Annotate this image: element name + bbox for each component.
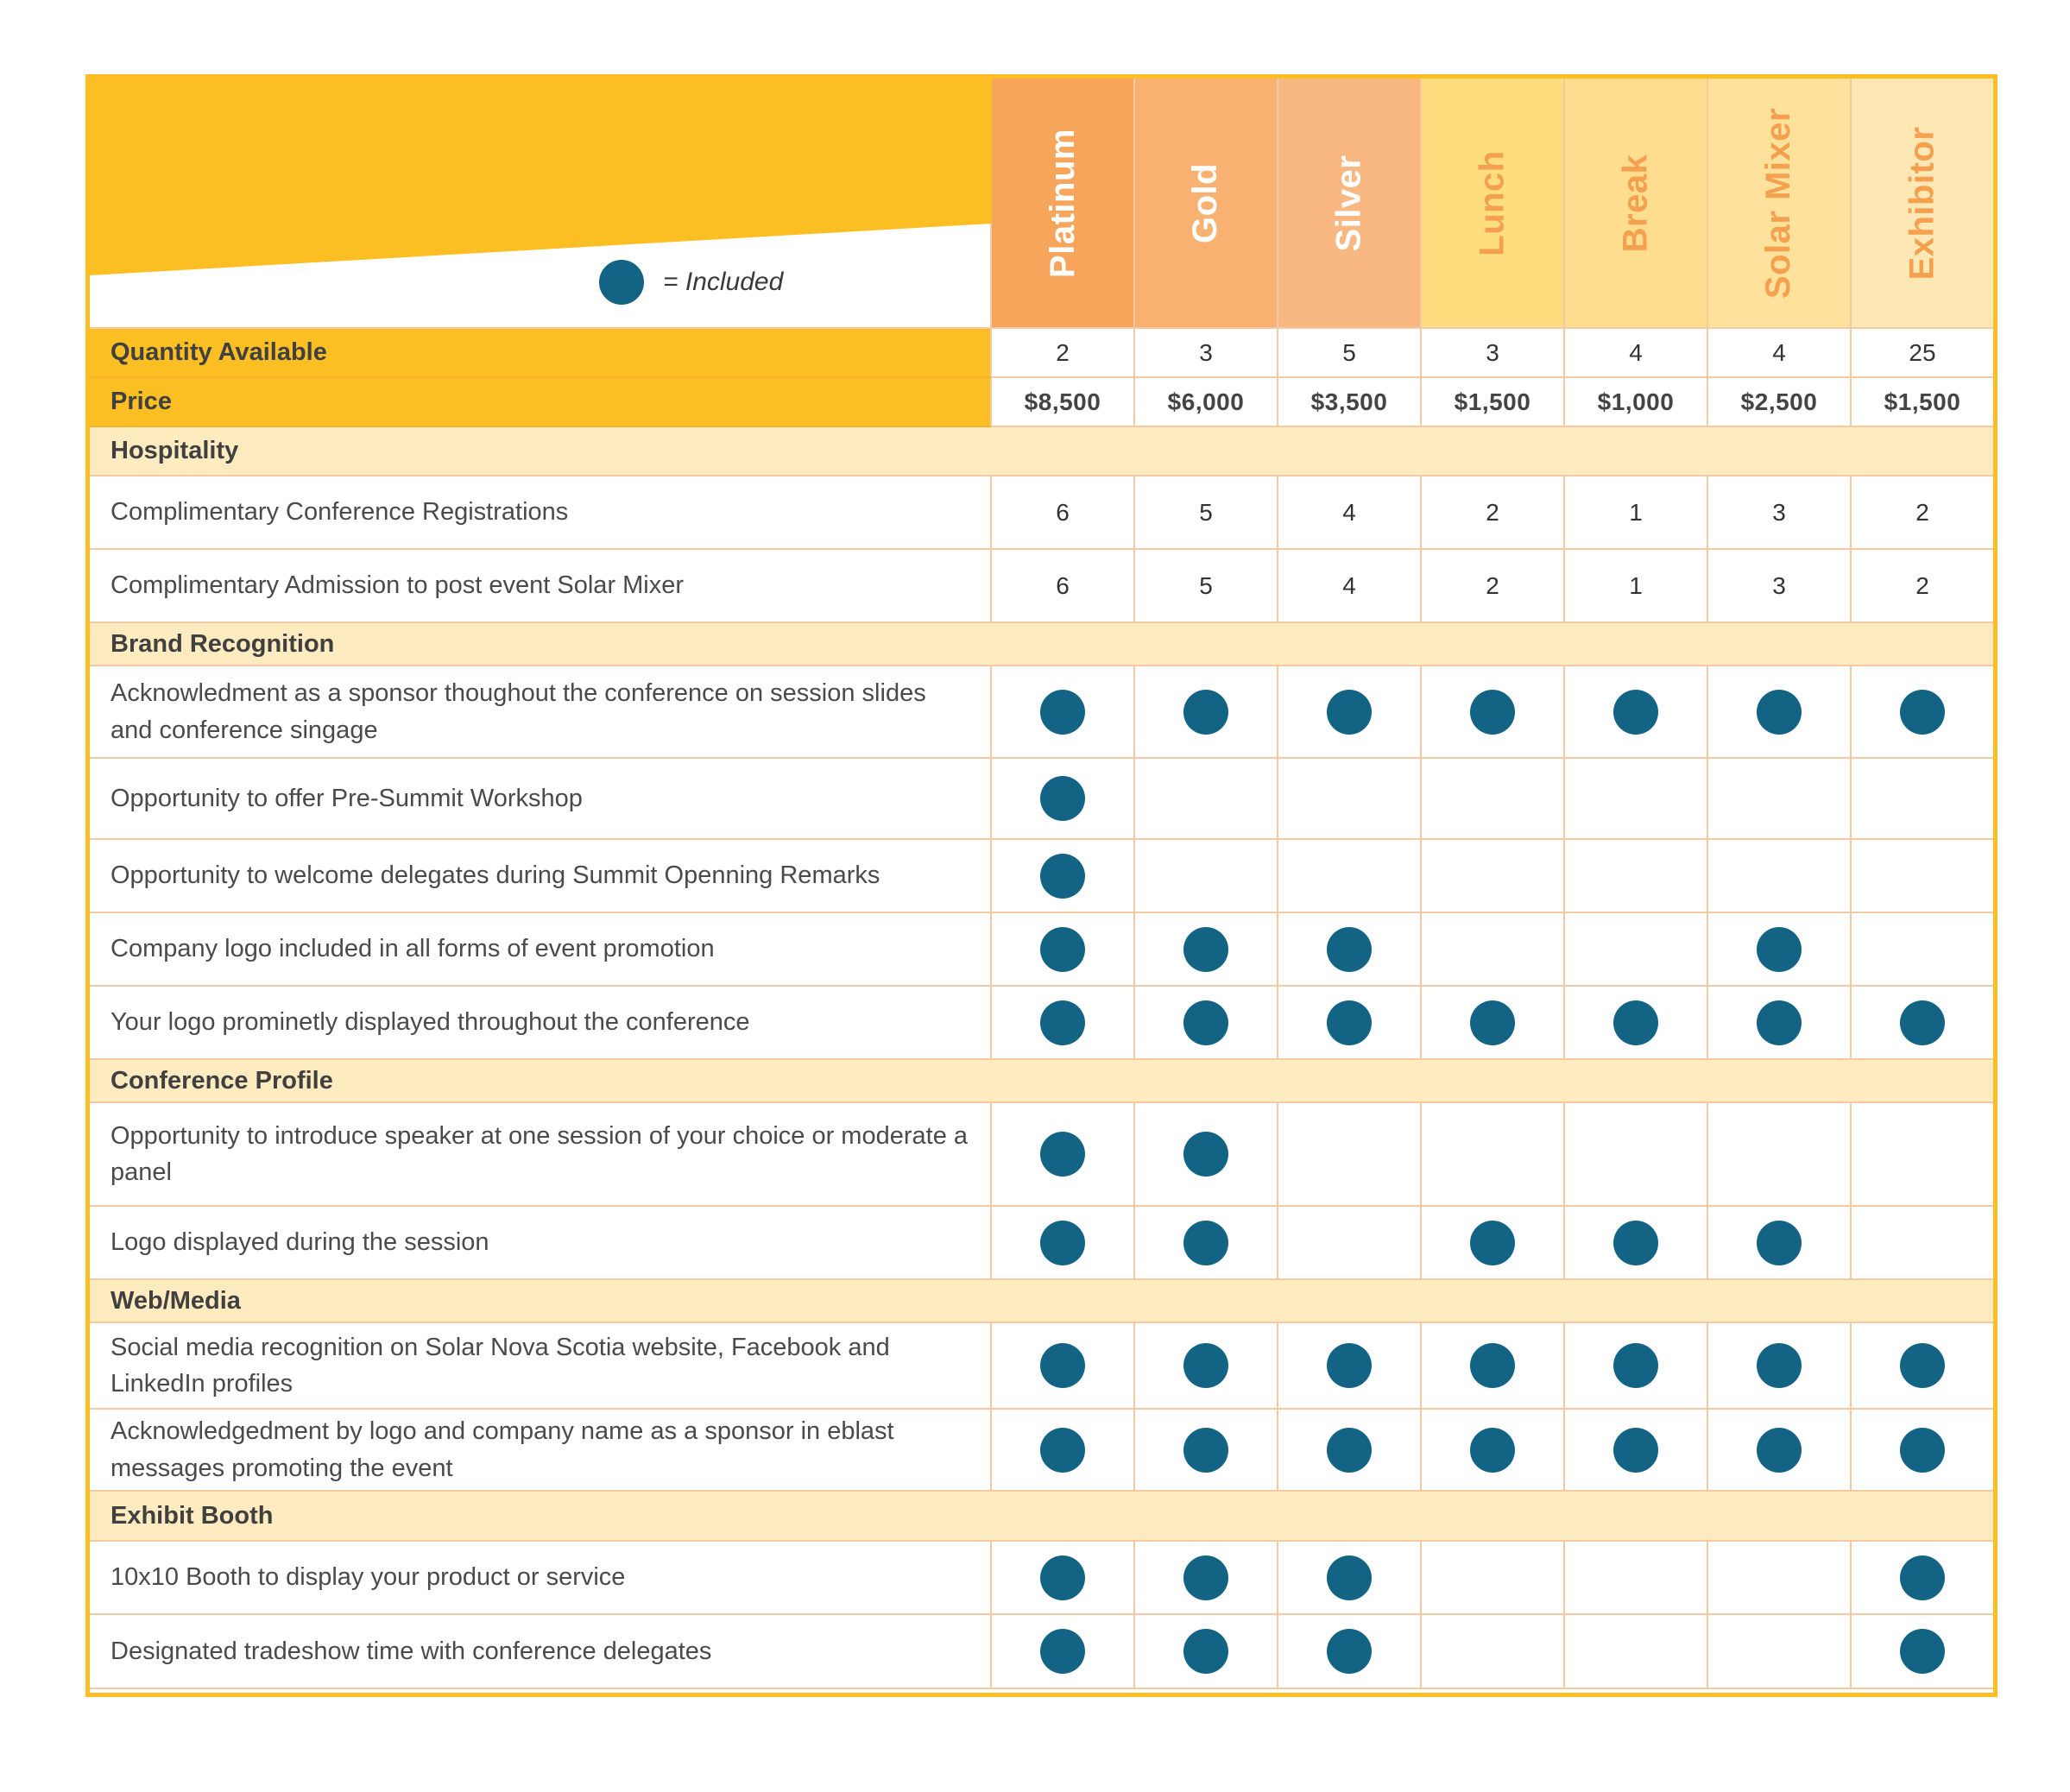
tier-cell: [1422, 1410, 1565, 1492]
tier-cell: [1565, 840, 1708, 913]
tier-cell: [1422, 1103, 1565, 1207]
included-dot-icon: [1040, 1132, 1085, 1177]
count-value: 6: [1056, 498, 1070, 526]
tier-cell: [1565, 666, 1708, 759]
included-dot-icon: [1757, 1000, 1802, 1045]
price-value: $2,500: [1740, 388, 1818, 415]
header-value-cell: [1135, 329, 1278, 378]
table-grid: [90, 79, 1993, 1693]
included-dot-icon: [1040, 1629, 1085, 1674]
tier-cell: [1278, 759, 1422, 840]
price-value: $1,500: [1454, 388, 1531, 415]
included-dot-icon: [1327, 1000, 1372, 1045]
section-header: Web/Media: [90, 1280, 1993, 1323]
benefit-label: Acknowledment as a sponsor thoughout the conference on session slides and conference singage: [90, 666, 992, 759]
tier-cell: [992, 840, 1135, 913]
quantity-value: 5: [1342, 338, 1356, 366]
included-dot-icon: [1183, 927, 1228, 972]
tier-cell: [1422, 1323, 1565, 1410]
price-value: $6,000: [1167, 388, 1245, 415]
header-value-cell: [1852, 378, 1993, 427]
tier-name: Exhibitor: [1903, 126, 1941, 280]
header-value-cell: [1422, 378, 1565, 427]
header-legend-area: [90, 79, 992, 329]
included-dot-icon: [1900, 1000, 1945, 1045]
section-header: Hospitality: [90, 427, 1993, 476]
benefit-label: Opportunity to introduce speaker at one session of your choice or moderate a panel: [90, 1103, 992, 1207]
included-dot-icon: [1900, 690, 1945, 735]
tier-cell: [1278, 1323, 1422, 1410]
quantity-value: 25: [1909, 338, 1936, 366]
header-value-cell: [1708, 378, 1852, 427]
included-dot-icon: [1183, 1428, 1228, 1473]
tier-cell: [1422, 550, 1565, 623]
benefit-label: Complimentary Conference Registrations: [90, 476, 992, 550]
header-value-cell: [1278, 378, 1422, 427]
included-dot-icon: [1613, 1221, 1658, 1265]
tier-cell: [1852, 1542, 1993, 1615]
tier-name: Platinum: [1043, 128, 1082, 278]
benefit-label: Social media recognition on Solar Nova Scotia website, Facebook and LinkedIn profiles: [90, 1323, 992, 1410]
included-dot-icon: [1613, 1428, 1658, 1473]
tier-cell: [1278, 1542, 1422, 1615]
quantity-value: 3: [1486, 338, 1499, 366]
tier-cell: [1278, 476, 1422, 550]
legend: [599, 260, 783, 305]
included-dot-icon: [1183, 1221, 1228, 1265]
included-dot-icon: [1757, 690, 1802, 735]
included-dot-icon: [1757, 1221, 1802, 1265]
tier-header-lunch: [1422, 79, 1565, 329]
count-value: 1: [1629, 571, 1643, 599]
tier-cell: [1135, 476, 1278, 550]
tier-header-exhibitor: [1852, 79, 1993, 329]
tier-cell: [1708, 1410, 1852, 1492]
included-dot-icon: [1183, 1343, 1228, 1388]
benefit-label: Company logo included in all forms of event promotion: [90, 913, 992, 987]
tier-cell: [992, 913, 1135, 987]
included-dot-icon: [1040, 776, 1085, 821]
tier-cell: [1278, 840, 1422, 913]
included-dot-icon: [1040, 1000, 1085, 1045]
header-value-cell: [1565, 329, 1708, 378]
tier-cell: [1422, 1615, 1565, 1689]
quantity-value: 2: [1056, 338, 1070, 366]
tier-cell: [992, 1323, 1135, 1410]
tier-cell: [1135, 1103, 1278, 1207]
tier-cell: [1565, 1615, 1708, 1689]
tier-cell: [1708, 1615, 1852, 1689]
included-dot-icon: [1327, 690, 1372, 735]
benefit-label: Opportunity to welcome delegates during Summit Openning Remarks: [90, 840, 992, 913]
tier-cell: [1422, 476, 1565, 550]
tier-cell: [1852, 666, 1993, 759]
count-value: 2: [1915, 571, 1929, 599]
tier-cell: [1852, 550, 1993, 623]
tier-cell: [1852, 913, 1993, 987]
header-value-cell: [1852, 329, 1993, 378]
tier-header-gold: [1135, 79, 1278, 329]
benefit-label: Your logo prominetly displayed throughout the conference: [90, 987, 992, 1060]
tier-cell: [1135, 1542, 1278, 1615]
tier-cell: [992, 1542, 1135, 1615]
tier-cell: [1708, 666, 1852, 759]
included-dot-icon: [1040, 854, 1085, 899]
tier-header-break: [1565, 79, 1708, 329]
tier-cell: [1135, 550, 1278, 623]
tier-cell: [1565, 913, 1708, 987]
tier-cell: [1422, 1542, 1565, 1615]
included-dot-icon: [1613, 690, 1658, 735]
tier-cell: [1852, 1410, 1993, 1492]
tier-cell: [1565, 1323, 1708, 1410]
tier-cell: [1422, 759, 1565, 840]
tier-cell: [1422, 1207, 1565, 1280]
tier-cell: [1565, 550, 1708, 623]
tier-cell: [1278, 550, 1422, 623]
price-value: $1,500: [1884, 388, 1961, 415]
count-value: 1: [1629, 498, 1643, 526]
tier-cell: [992, 1207, 1135, 1280]
tier-cell: [1565, 987, 1708, 1060]
tier-cell: [992, 759, 1135, 840]
included-dot-icon: [1327, 1629, 1372, 1674]
included-dot-icon: [1757, 927, 1802, 972]
included-dot-icon: [1183, 1000, 1228, 1045]
count-value: 6: [1056, 571, 1070, 599]
tier-name: Gold: [1186, 162, 1225, 243]
included-dot-icon: [1900, 1428, 1945, 1473]
tier-cell: [1852, 759, 1993, 840]
tier-cell: [1852, 1207, 1993, 1280]
tier-cell: [1852, 840, 1993, 913]
included-dot-icon: [1900, 1555, 1945, 1600]
tier-cell: [1422, 666, 1565, 759]
tier-cell: [1278, 1103, 1422, 1207]
tier-cell: [1135, 1615, 1278, 1689]
tier-cell: [1278, 1207, 1422, 1280]
included-dot-icon: [1183, 1555, 1228, 1600]
benefit-label: 10x10 Booth to display your product or service: [90, 1542, 992, 1615]
tier-cell: [992, 1410, 1135, 1492]
tier-cell: [1852, 476, 1993, 550]
tier-cell: [1565, 1103, 1708, 1207]
tier-cell: [1708, 1103, 1852, 1207]
tier-cell: [1278, 1615, 1422, 1689]
tier-header-silver: [1278, 79, 1422, 329]
count-value: 2: [1486, 571, 1499, 599]
tier-cell: [1135, 1323, 1278, 1410]
legend-text: = Included: [663, 268, 784, 296]
header-value-cell: [1565, 378, 1708, 427]
included-dot-icon: [1327, 1428, 1372, 1473]
included-dot-icon: [1757, 1428, 1802, 1473]
count-value: 5: [1199, 571, 1213, 599]
price-value: $3,500: [1310, 388, 1388, 415]
tier-cell: [992, 1103, 1135, 1207]
tier-cell: [1422, 913, 1565, 987]
included-dot-icon: [1040, 1555, 1085, 1600]
tier-cell: [1565, 1207, 1708, 1280]
section-header: Exhibit Booth: [90, 1492, 1993, 1542]
benefit-label: Acknowledgedment by logo and company name as a sponsor in eblast messages promoting the event: [90, 1410, 992, 1492]
row-header-label: Price: [90, 378, 992, 427]
included-dot-icon: [1040, 1221, 1085, 1265]
tier-name: Silver: [1329, 155, 1368, 251]
header-value-cell: [992, 329, 1135, 378]
included-dot-icon: [1470, 1428, 1515, 1473]
quantity-value: 3: [1199, 338, 1213, 366]
tier-cell: [1278, 987, 1422, 1060]
row-header-label: Quantity Available: [90, 329, 992, 378]
tier-cell: [992, 550, 1135, 623]
tier-cell: [1852, 1103, 1993, 1207]
tier-cell: [1852, 987, 1993, 1060]
header-wedge-shape: [90, 79, 992, 275]
tier-cell: [1278, 1410, 1422, 1492]
included-dot-icon: [599, 260, 644, 305]
count-value: 3: [1772, 498, 1786, 526]
included-dot-icon: [1183, 690, 1228, 735]
included-dot-icon: [1613, 1343, 1658, 1388]
tier-cell: [1708, 1323, 1852, 1410]
tier-cell: [1278, 666, 1422, 759]
header-value-cell: [1135, 378, 1278, 427]
header-value-cell: [1422, 329, 1565, 378]
tier-cell: [1708, 759, 1852, 840]
benefit-label: Complimentary Admission to post event Solar Mixer: [90, 550, 992, 623]
header-wedge: [90, 79, 992, 329]
tier-name: Solar Mixer: [1759, 107, 1798, 299]
benefit-label: Designated tradeshow time with conference delegates: [90, 1615, 992, 1689]
included-dot-icon: [1183, 1629, 1228, 1674]
tier-cell: [1135, 913, 1278, 987]
included-dot-icon: [1900, 1629, 1945, 1674]
tier-cell: [1135, 759, 1278, 840]
count-value: 2: [1915, 498, 1929, 526]
tier-cell: [1135, 840, 1278, 913]
price-value: $8,500: [1024, 388, 1101, 415]
count-value: 4: [1342, 571, 1356, 599]
tier-cell: [1135, 1207, 1278, 1280]
tier-header-platinum: [992, 79, 1135, 329]
tier-cell: [1708, 913, 1852, 987]
tier-cell: [1708, 1542, 1852, 1615]
included-dot-icon: [1327, 1555, 1372, 1600]
tier-cell: [1708, 987, 1852, 1060]
included-dot-icon: [1613, 1000, 1658, 1045]
tier-cell: [1135, 666, 1278, 759]
sponsorship-table: [85, 74, 1997, 1697]
tier-cell: [1708, 550, 1852, 623]
tier-cell: [1422, 840, 1565, 913]
price-value: $1,000: [1597, 388, 1675, 415]
tier-cell: [1135, 1410, 1278, 1492]
tier-cell: [1565, 476, 1708, 550]
included-dot-icon: [1183, 1132, 1228, 1177]
quantity-value: 4: [1772, 338, 1786, 366]
tier-cell: [1852, 1323, 1993, 1410]
header-value-cell: [1278, 329, 1422, 378]
tier-cell: [1565, 759, 1708, 840]
tier-cell: [1135, 987, 1278, 1060]
included-dot-icon: [1900, 1343, 1945, 1388]
included-dot-icon: [1757, 1343, 1802, 1388]
count-value: 4: [1342, 498, 1356, 526]
included-dot-icon: [1470, 1000, 1515, 1045]
benefit-label: Opportunity to offer Pre-Summit Workshop: [90, 759, 992, 840]
included-dot-icon: [1327, 927, 1372, 972]
tier-cell: [1565, 1410, 1708, 1492]
tier-cell: [1708, 476, 1852, 550]
tier-name: Lunch: [1473, 149, 1511, 256]
tier-cell: [1708, 840, 1852, 913]
section-header: Conference Profile: [90, 1060, 1993, 1103]
tier-cell: [1708, 1207, 1852, 1280]
included-dot-icon: [1470, 690, 1515, 735]
included-dot-icon: [1040, 1428, 1085, 1473]
tier-header-solar-mixer: [1708, 79, 1852, 329]
tier-cell: [992, 666, 1135, 759]
benefit-label: Logo displayed during the session: [90, 1207, 992, 1280]
header-value-cell: [992, 378, 1135, 427]
included-dot-icon: [1470, 1343, 1515, 1388]
tier-cell: [1422, 987, 1565, 1060]
count-value: 5: [1199, 498, 1213, 526]
tier-cell: [1278, 913, 1422, 987]
count-value: 2: [1486, 498, 1499, 526]
included-dot-icon: [1327, 1343, 1372, 1388]
tier-name: Break: [1616, 154, 1655, 252]
section-header: Brand Recognition: [90, 623, 1993, 666]
included-dot-icon: [1470, 1221, 1515, 1265]
tier-cell: [992, 476, 1135, 550]
included-dot-icon: [1040, 690, 1085, 735]
tier-cell: [1852, 1615, 1993, 1689]
tier-cell: [992, 987, 1135, 1060]
included-dot-icon: [1040, 1343, 1085, 1388]
count-value: 3: [1772, 571, 1786, 599]
tier-cell: [1565, 1542, 1708, 1615]
quantity-value: 4: [1629, 338, 1643, 366]
header-value-cell: [1708, 329, 1852, 378]
included-dot-icon: [1040, 927, 1085, 972]
tier-cell: [992, 1615, 1135, 1689]
